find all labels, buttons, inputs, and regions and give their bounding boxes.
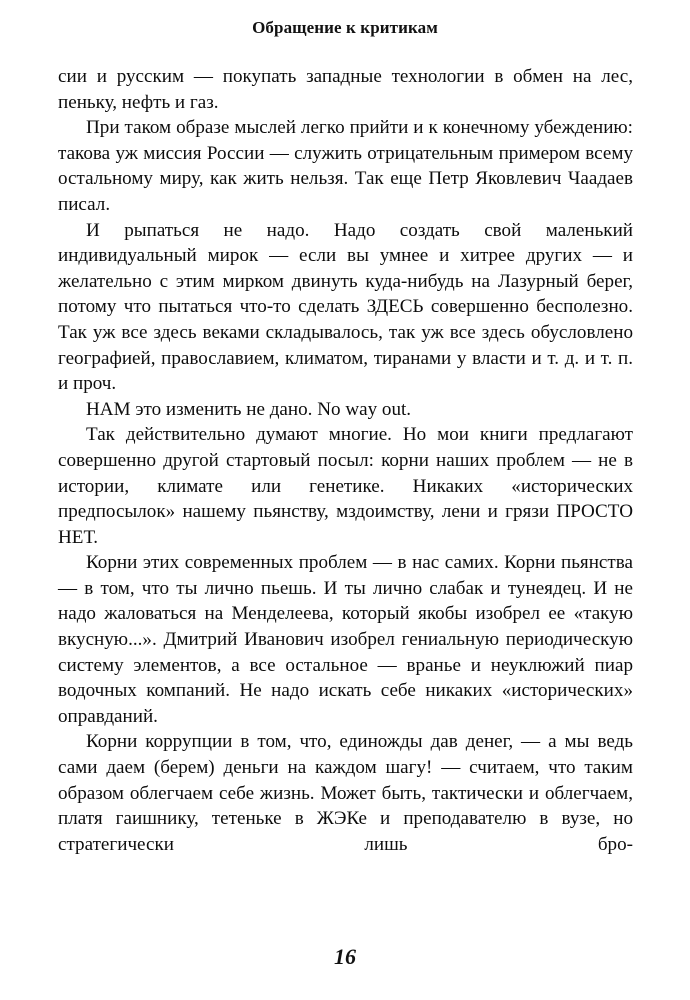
- running-head: Обращение к критикам: [252, 18, 438, 37]
- paragraph: И рыпаться не надо. Надо создать свой маленький индивидуальный мирок — если вы умнее и хитрее других — и желательно с этим мирком двинуть куда-нибудь на Лазурный берег, потому что пытаться что-то сделать ЗДЕСЬ совершенно бесполезно. Так уж все здесь веками складывалось, так уж все здесь обусловлено географией, православием, климатом, тиранами у власти и т. д. и т. п. и проч.: [58, 219, 633, 395]
- paragraph: Корни коррупции в том, что, единожды дав денег, — а мы ведь сами даем (берем) деньги на каждом шагу! — считаем, что таким образом облегчаем себе жизнь. Может быть, тактически и облегчаем, платя гаишнику, тетеньке в ЖЭКе и преподавателю в вузе, но стратегически лишь бро-: [58, 731, 633, 855]
- body-text-block: [58, 64, 633, 857]
- page-number: 16: [334, 944, 356, 969]
- paragraph: При таком образе мыслей легко прийти и к конечному убеждению: такова уж миссия России — служить отрицательным примером всему остальному миру, как жить нельзя. Так еще Петр Яковлевич Чаадаев писал.: [58, 117, 633, 215]
- paragraph-continuation: сии и русским — покупать западные технологии в обмен на лес, пеньку, нефть и газ.: [58, 66, 633, 113]
- paragraph: Корни этих современных проблем — в нас самих. Корни пьянства — в том, что ты лично пьешь. И ты лично слабак и тунеядец. И не надо жаловаться на Менделеева, который якобы изобрел ее «такую вкусную...». Дмитрий Иванович изобрел гениальную периодическую систему элементов, а все остальное — вранье и неуклюжий пиар водочных компаний. Не надо искать себе никаких «исторических» оправданий.: [58, 552, 633, 727]
- paragraph: НАМ это изменить не дано. No way out.: [86, 398, 412, 420]
- paragraph: Так действительно думают многие. Но мои книги предлагают совершенно другой стартовый посыл: корни наших проблем — не в истории, климате или генетике. Никаких «исторических предпосылок» нашему пьянству, мздоимству, лени и грязи ПРОСТО НЕТ.: [58, 424, 633, 548]
